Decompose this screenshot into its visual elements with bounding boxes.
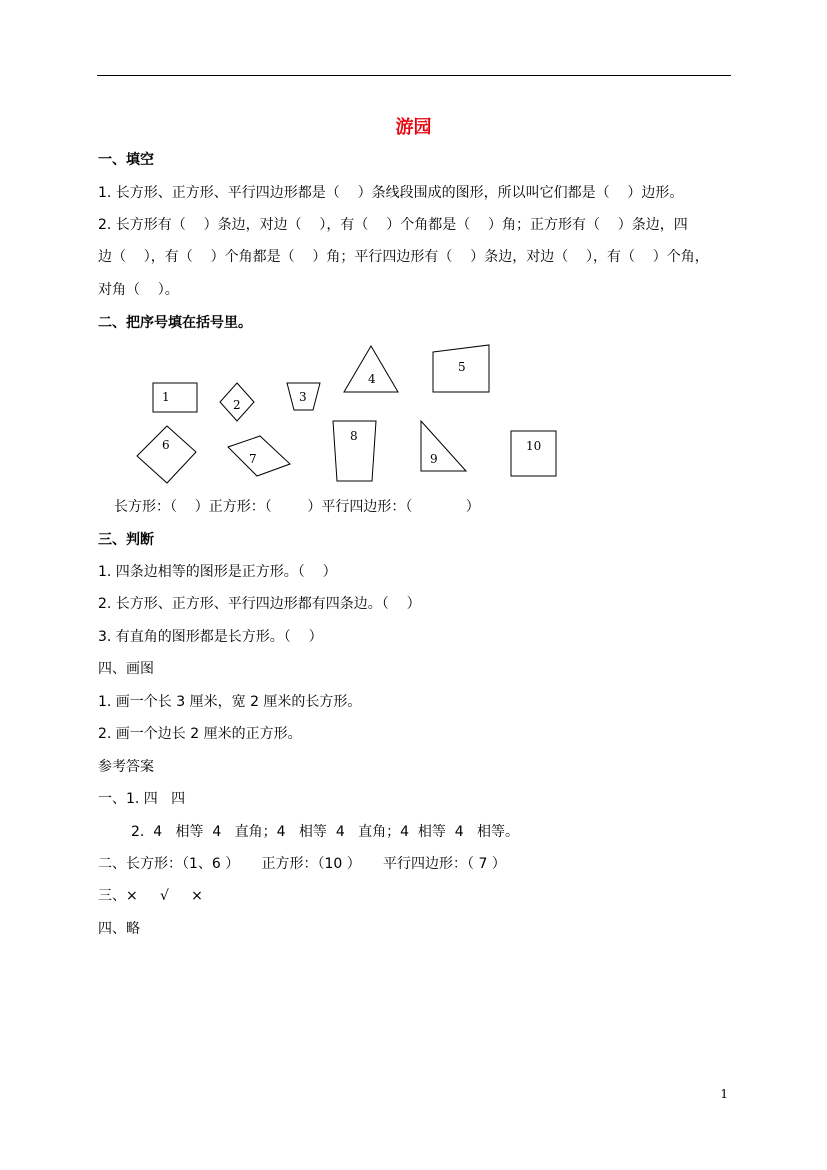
shape-4-label: 4 (368, 372, 376, 386)
question-3-3: 3. 有直角的图形都是长方形。（ ） (98, 629, 323, 645)
section-1-heading: 一、填空 (98, 152, 154, 168)
answer-4: 四、略 (98, 921, 140, 937)
question-4-2: 2. 画一个边长 2 厘米的正方形。 (98, 726, 302, 742)
question-1-2-line-1: 2. 长方形有（ ）条边，对边（ ），有（ ）个角都是（ ）角；正方形有（ ）条边，四 (98, 217, 688, 233)
shape-10-square (511, 431, 556, 476)
question-1-1: 1. 长方形、正方形、平行四边形都是（ ）条线段围成的图形，所以叫它们都是（ ）边形。 (98, 185, 684, 201)
shape-6-square (137, 426, 196, 483)
answer-1-line-1: 一、1. 四 四 (98, 791, 186, 807)
shape-7-parallelogram (228, 436, 290, 476)
shape-1-label: 1 (162, 390, 170, 404)
section-2-heading: 二、把序号填在括号里。 (98, 315, 252, 331)
section-2-answer-line: 长方形：（ ）正方形：（ ）平行四边形：（ ） (114, 499, 480, 515)
question-1-2-line-3: 对角（ ）。 (98, 282, 179, 298)
question-1-2-line-2: 边（ ），有（ ）个角都是（ ）角；平行四边形有（ ）条边，对边（ ），有（ ）个角， (98, 249, 709, 265)
shape-5-label: 5 (458, 360, 466, 374)
question-3-1: 1. 四条边相等的图形是正方形。（ ） (98, 564, 337, 580)
answer-1-line-2: 2. 4 相等 4 直角；4 相等 4 直角；4 相等 4 相等。 (131, 824, 520, 840)
shape-1-rectangle (153, 383, 197, 412)
section-4-heading: 四、画图 (98, 661, 154, 677)
shape-10-label: 10 (526, 439, 542, 453)
section-3-heading: 三、判断 (98, 532, 154, 548)
answer-3: 三、× √ × (98, 888, 203, 904)
shape-7-label: 7 (249, 452, 257, 466)
question-4-1: 1. 画一个长 3 厘米，宽 2 厘米的长方形。 (98, 694, 362, 710)
answers-heading: 参考答案 (98, 759, 154, 775)
shape-8-label: 8 (350, 429, 358, 443)
shape-9-right-triangle (421, 421, 466, 471)
shape-2-label: 2 (233, 398, 241, 412)
page-title: 游园 (395, 117, 432, 138)
answer-2: 二、长方形：（1、6 ） 正方形：（10 ） 平行四边形：（ 7 ） (98, 856, 506, 872)
shape-6-label: 6 (162, 438, 170, 452)
shape-3-label: 3 (299, 390, 307, 404)
question-3-2: 2. 长方形、正方形、平行四边形都有四条边。（ ） (98, 596, 421, 612)
shape-9-label: 9 (430, 452, 438, 466)
page-number: 1 (720, 1087, 728, 1101)
